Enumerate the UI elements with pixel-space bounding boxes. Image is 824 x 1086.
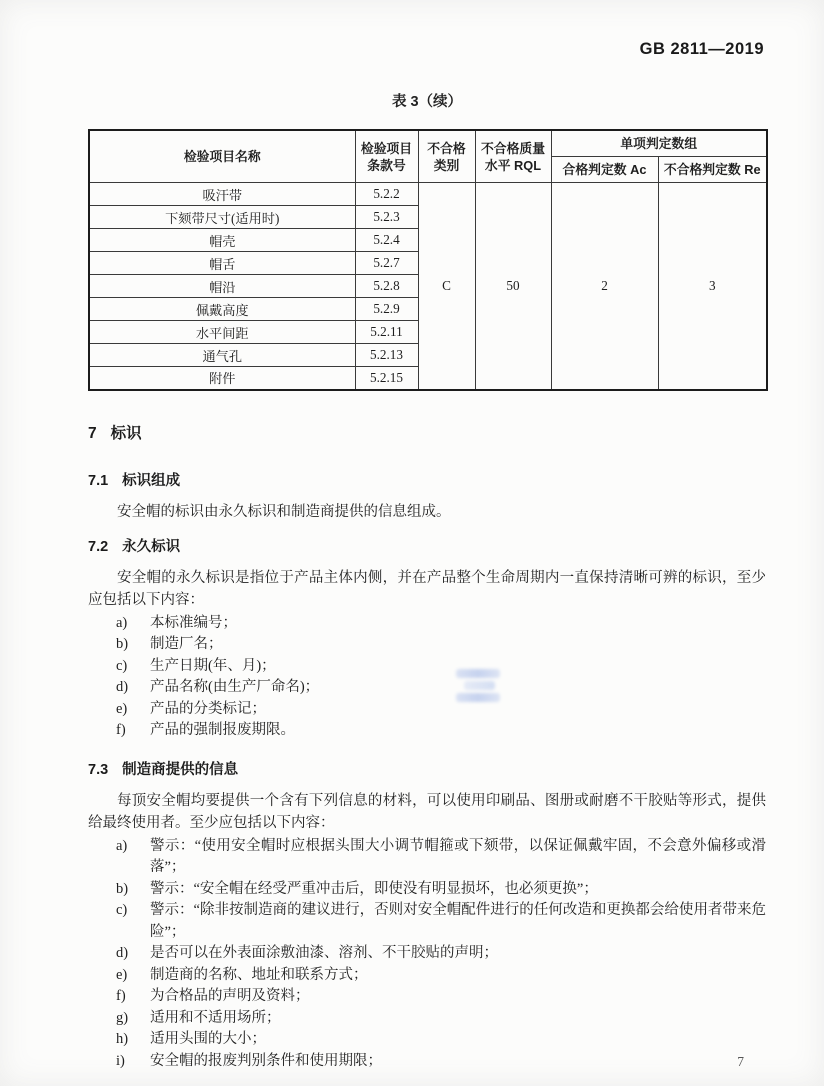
list-7-3 — [88, 836, 766, 1073]
cell-item-name: 附件 — [89, 367, 355, 390]
header-item-name: 检验项目名称 — [89, 130, 355, 183]
list-item-text: 警示：“安全帽在经受严重冲击后，即使没有明显损坏，也必须更换”； — [150, 880, 598, 897]
standard-number: GB 2811—2019 — [639, 40, 764, 58]
cell-clause: 5.2.4 — [355, 229, 418, 252]
list-item — [88, 965, 766, 987]
cell-clause: 5.2.9 — [355, 298, 418, 321]
section-7-2-heading — [88, 535, 766, 556]
list-item-text: 产品的强制报废期限。 — [150, 722, 295, 738]
header-class-line2: 类别 — [433, 157, 460, 173]
header-clause-no — [355, 130, 418, 183]
list-item-text: 产品的分类标记； — [150, 700, 266, 717]
page-content — [88, 90, 766, 1072]
header-ac: 合格判定数 Ac — [551, 157, 658, 183]
cell-item-name: 帽沿 — [89, 275, 355, 298]
cell-re-merged: 3 — [658, 183, 767, 390]
list-item — [88, 656, 766, 678]
section-title: 永久标识 — [122, 538, 181, 555]
section-7-3-paragraph: 每顶安全帽均要提供一个含有下列信息的材料，可以使用印刷品、图册或耐磨不干胶贴等形式，提供给最终使用者。至少应包括以下内容： — [88, 792, 766, 831]
list-item-text: 警示：“除非按制造商的建议进行，否则对安全帽配件进行的任何改造和更换都会给使用者带来危险”； — [150, 902, 766, 940]
list-item — [88, 879, 766, 901]
list-item-text: 为合格品的声明及资料； — [150, 988, 310, 1004]
list-item-letter: d) — [116, 945, 129, 961]
list-item — [88, 720, 766, 742]
header-clause-line1: 检验项目 — [360, 140, 413, 156]
header-nonconform-class — [418, 130, 475, 183]
list-item-letter: c) — [116, 657, 128, 674]
header-clause-line2: 条款号 — [367, 157, 406, 173]
cell-class-merged: C — [418, 183, 475, 390]
list-item-text: 本标准编号； — [150, 614, 237, 631]
list-item — [88, 699, 766, 721]
cell-item-name: 水平间距 — [89, 321, 355, 344]
inspection-table — [88, 129, 768, 391]
page-number: 7 — [737, 1054, 744, 1069]
header-re: 不合格判定数 Re — [658, 157, 767, 183]
cell-clause: 5.2.11 — [355, 321, 418, 344]
list-item-letter: a) — [116, 614, 128, 631]
table-title: 表 3（续） — [391, 94, 463, 110]
list-item — [88, 836, 766, 879]
list-item-text: 是否可以在外表面涂敷油漆、溶剂、不干胶贴的声明； — [150, 945, 498, 961]
cell-ac-merged: 2 — [551, 183, 658, 390]
cell-item-name: 吸汗带 — [89, 183, 355, 206]
header-rql-line2: 水平 RQL — [484, 157, 542, 173]
list-item-letter: a) — [116, 837, 128, 854]
list-item-text: 生产日期(年、月)； — [150, 657, 276, 674]
list-item — [88, 1008, 766, 1030]
list-item-text: 警示：“使用安全帽时应根据头围大小调节帽箍或下颏带，以保证佩戴牢固，不会意外偏移或滑落”； — [150, 837, 766, 875]
cell-clause: 5.2.13 — [355, 344, 418, 367]
list-item-text: 产品名称(由生产厂命名)； — [150, 679, 320, 695]
list-item — [88, 943, 766, 965]
list-item-text: 制造厂名； — [150, 636, 223, 652]
section-title: 制造商提供的信息 — [122, 761, 239, 778]
cell-clause: 5.2.2 — [355, 183, 418, 206]
cell-clause: 5.2.15 — [355, 367, 418, 390]
section-number: 7.3 — [88, 761, 109, 778]
list-7-2 — [88, 613, 766, 742]
section-7-1-heading — [88, 469, 766, 490]
section-number: 7 — [88, 424, 97, 442]
list-item-text: 制造商的名称、地址和联系方式； — [150, 966, 368, 983]
cell-rql-merged: 50 — [475, 183, 551, 390]
list-item-text: 适用和不适用场所； — [150, 1009, 281, 1026]
list-item-text: 适用头围的大小； — [150, 1031, 266, 1047]
list-item-letter: b) — [116, 636, 129, 652]
list-item — [88, 986, 766, 1008]
list-item-letter: f) — [116, 722, 126, 738]
section-7-2-paragraph: 安全帽的永久标识是指位于产品主体内侧，并在产品整个生命周期内一直保持清晰可辨的标识，至少应包括以下内容： — [88, 569, 766, 608]
list-item-letter: b) — [116, 880, 129, 897]
cell-clause: 5.2.8 — [355, 275, 418, 298]
list-item-letter: d) — [116, 679, 129, 695]
header-rql-line1: 不合格质量 — [481, 140, 545, 156]
list-item — [88, 613, 766, 635]
list-item — [88, 677, 766, 699]
section-number: 7.1 — [88, 472, 109, 489]
list-item-letter: i) — [116, 1052, 125, 1069]
section-7-3-heading — [88, 758, 766, 779]
cell-item-name: 帽舌 — [89, 252, 355, 275]
header-rql — [475, 130, 551, 183]
list-item — [88, 900, 766, 943]
header-class-line1: 不合格 — [427, 140, 466, 156]
section-title: 标识 — [110, 424, 142, 442]
cell-item-name: 帽壳 — [89, 229, 355, 252]
cell-item-name: 下颏带尺寸(适用时) — [89, 206, 355, 229]
list-item-letter: c) — [116, 902, 128, 918]
cell-clause: 5.2.7 — [355, 252, 418, 275]
list-item-letter: g) — [116, 1009, 129, 1026]
cell-clause: 5.2.3 — [355, 206, 418, 229]
section-number: 7.2 — [88, 538, 109, 555]
section-7-1-paragraph: 安全帽的标识由永久标识和制造商提供的信息组成。 — [117, 503, 451, 520]
table-row — [89, 183, 767, 206]
section-title: 标识组成 — [122, 472, 181, 489]
section-7-heading — [88, 421, 766, 443]
list-item-text: 安全帽的报废判别条件和使用期限； — [150, 1052, 382, 1069]
list-item — [88, 1029, 766, 1051]
header-group-judgement: 单项判定数组 — [551, 130, 767, 157]
cell-item-name: 佩戴高度 — [89, 298, 355, 321]
list-item — [88, 634, 766, 656]
table-header-row — [89, 130, 767, 157]
list-item-letter: h) — [116, 1031, 129, 1047]
cell-item-name: 通气孔 — [89, 344, 355, 367]
list-item-letter: f) — [116, 988, 126, 1004]
list-item-letter: e) — [116, 700, 128, 717]
list-item-letter: e) — [116, 966, 128, 983]
list-item — [88, 1051, 766, 1073]
